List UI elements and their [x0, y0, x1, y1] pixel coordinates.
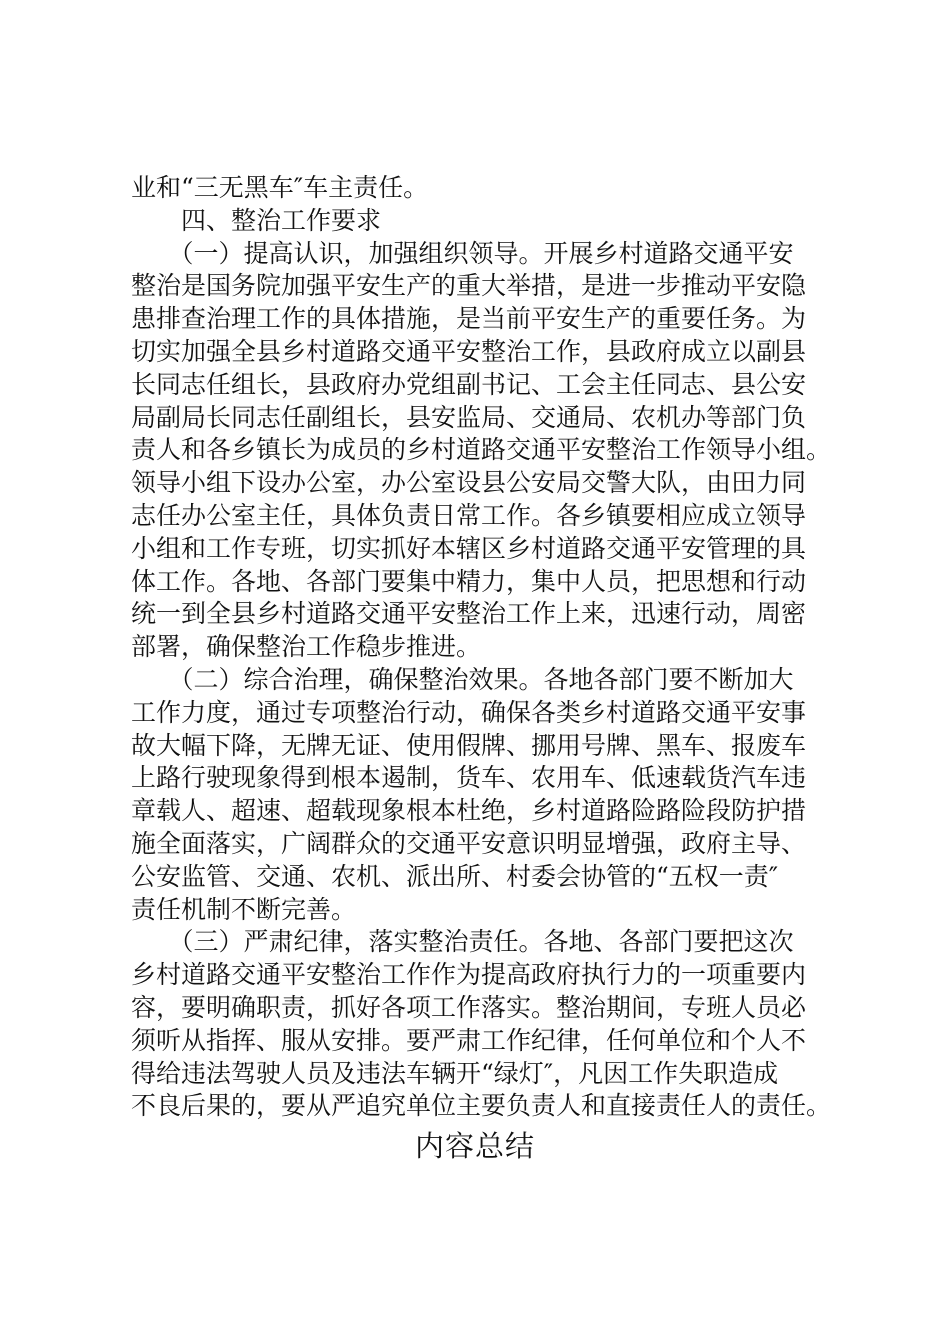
text-line: 公安监管、交通、农机、派出所、村委会协管的“五权一责″	[131, 861, 779, 891]
text-line: 四、整治工作要求	[131, 205, 382, 235]
summary-title: 内容总结	[414, 1129, 535, 1163]
text-line: 志任办公室主任，具体负责日常工作。各乡镇要相应成立领导	[131, 500, 807, 530]
text-line: 小组和工作专班，切实抓好本辖区乡村道路交通平安管理的具	[131, 533, 807, 563]
text-line: 工作力度，通过专项整治行动，确保各类乡村道路交通平安事	[131, 697, 807, 727]
text-line: 部署，确保整治工作稳步推进。	[131, 632, 482, 662]
text-line: 得给违法驾驶人员及违法车辆开“绿灯″，凡因工作失职造成	[131, 1058, 779, 1088]
body-text	[131, 172, 831, 1123]
text-line: 责人和各乡镇长为成员的乡村道路交通平安整治工作领导小组。	[131, 435, 832, 465]
text-line: 领导小组下设办公室，办公室设县公安局交警大队，由田力同	[131, 468, 807, 498]
text-line: 故大幅下降，无牌无证、使用假牌、挪用号牌、黑车、报废车	[131, 730, 807, 760]
text-line: 施全面落实，广阔群众的交通平安意识明显增强，政府主导、	[131, 828, 807, 858]
text-line: 章载人、超速、超载现象根本杜绝，乡村道路险路险段防护措	[131, 796, 807, 826]
text-line: （一）提高认识，加强组织领导。开展乡村道路交通平安	[131, 238, 794, 268]
text-line: （二）综合治理，确保整治效果。各地各部门要不断加大	[131, 664, 794, 694]
text-line: 统一到全县乡村道路交通平安整治工作上来，迅速行动，周密	[131, 599, 807, 629]
text-line: 患排查治理工作的具体措施，是当前平安生产的重要任务。为	[131, 304, 807, 334]
text-line: 切实加强全县乡村道路交通平安整治工作，县政府成立以副县	[131, 336, 807, 366]
text-line: 上路行驶现象得到根本遏制，货车、农用车、低速载货汽车违	[131, 763, 807, 793]
text-line: 体工作。各地、各部门要集中精力，集中人员，把思想和行动	[131, 566, 807, 596]
text-line: 责任机制不断完善。	[131, 894, 357, 924]
text-line: 局副局长同志任副组长，县安监局、交通局、农机办等部门负	[131, 402, 807, 432]
text-line: 不良后果的，要从严追究单位主要负责人和直接责任人的责任。	[131, 1091, 832, 1121]
text-line: （三）严肃纪律，落实整治责任。各地、各部门要把这次	[131, 927, 794, 957]
text-line: 容，要明确职责，抓好各项工作落实。整治期间，专班人员必	[131, 992, 807, 1022]
text-line: 乡村道路交通平安整治工作作为提高政府执行力的一项重要内	[131, 960, 807, 990]
text-line: 长同志任组长，县政府办党组副书记、工会主任同志、县公安	[131, 369, 807, 399]
text-line: 整治是国务院加强平安生产的重大举措，是进一步推动平安隐	[131, 271, 807, 301]
text-line: 业和“三无黑车″车主责任。	[131, 173, 429, 202]
text-line: 须听从指挥、服从安排。要严肃工作纪律，任何单位和个人不	[131, 1025, 807, 1055]
